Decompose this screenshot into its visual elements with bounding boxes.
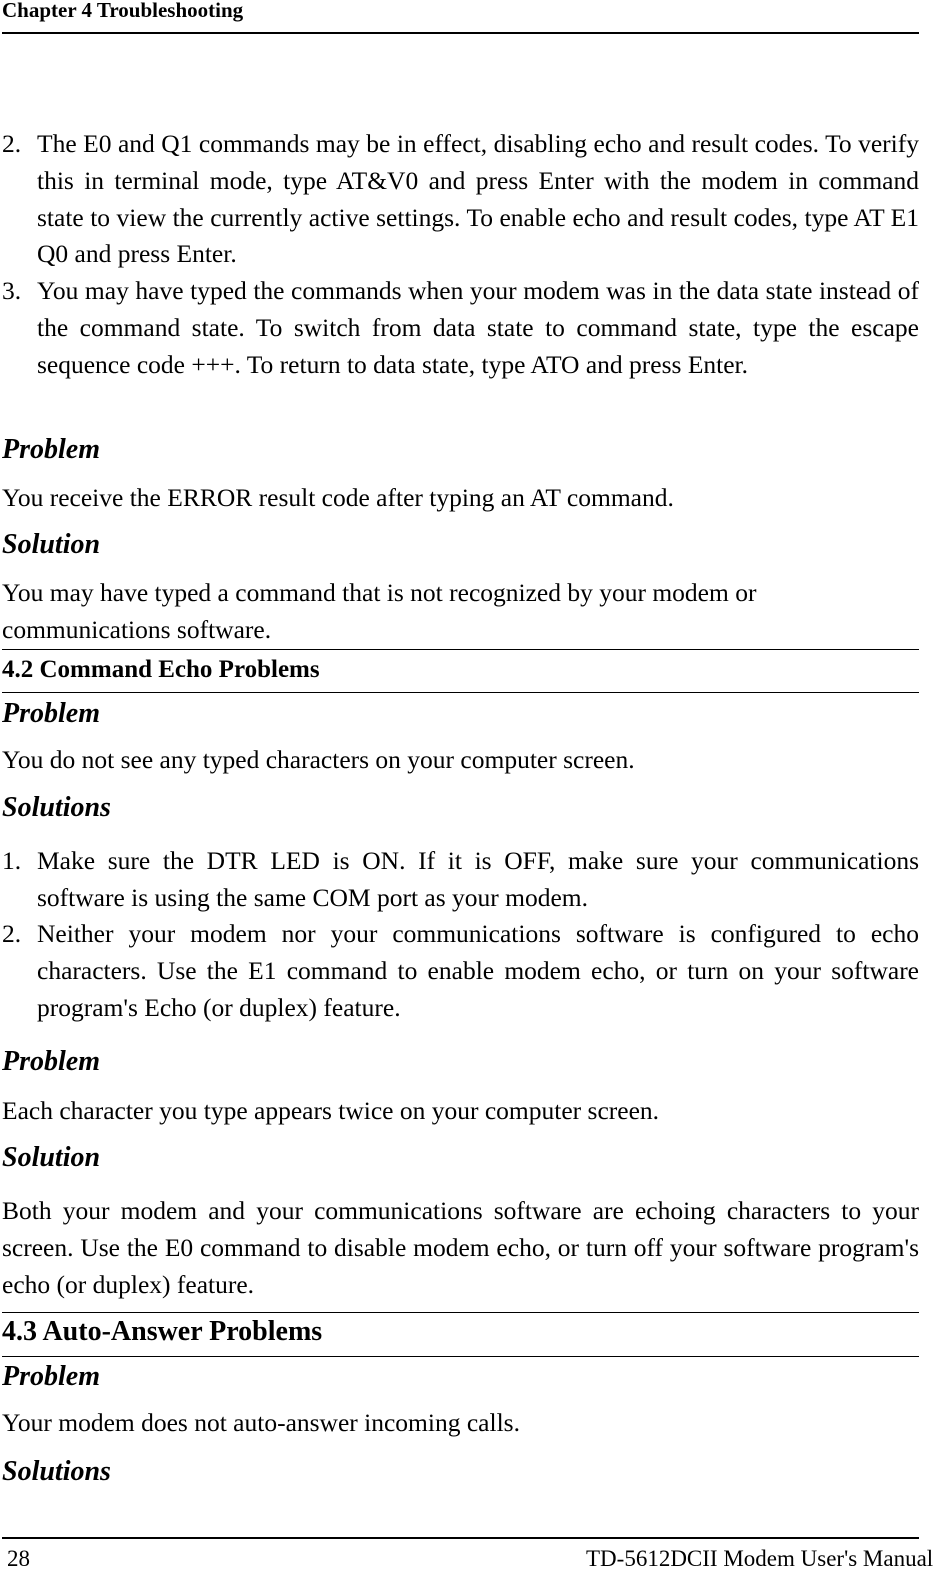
list-item-text: Neither your modem nor your communications software is configured to echo characters. Use the E1 command to enable modem echo, or turn on your software program's Echo (or duplex) feature. bbox=[37, 919, 919, 1022]
problem-text: You receive the ERROR result code after typing an AT command. bbox=[2, 483, 674, 512]
manual-title: TD-5612DCII Modem User's Manual bbox=[586, 1546, 934, 1571]
problem-heading: Problem bbox=[2, 434, 100, 465]
list-item-text: Make sure the DTR LED is ON. If it is OFF, make sure your communications software is using the same COM port as your modem. bbox=[37, 846, 919, 912]
list-item-number: 2. bbox=[2, 129, 22, 158]
section-title: 4.2 Command Echo Problems bbox=[2, 656, 320, 683]
section-rule-top bbox=[2, 1312, 919, 1313]
running-header-title: Chapter 4 Troubleshooting bbox=[2, 0, 244, 22]
list-item-number: 3. bbox=[2, 276, 22, 305]
problem-heading: Problem bbox=[2, 1046, 100, 1077]
list-item-number: 1. bbox=[2, 846, 22, 875]
problem-heading: Problem bbox=[2, 698, 100, 729]
list-item-number: 2. bbox=[2, 919, 22, 948]
section-rule-top bbox=[2, 649, 919, 650]
problem-text: You do not see any typed characters on your computer screen. bbox=[2, 745, 635, 774]
list-item bbox=[2, 843, 919, 917]
list-item-text: The E0 and Q1 commands may be in effect, disabling echo and result codes. To verify this in terminal mode, type AT&V0 and press Enter with the modem in command state to view the currently active settings. To enable echo and result codes, type AT E1 Q0 and press Enter. bbox=[37, 129, 919, 269]
header-rule bbox=[2, 32, 919, 34]
section-rule-bottom bbox=[2, 692, 919, 693]
solution-text: Both your modem and your communications software are echoing characters to your screen. Use the E0 command to disable modem echo, or turn off your software program's echo (or duplex) feature. bbox=[2, 1196, 919, 1299]
problem-heading: Problem bbox=[2, 1361, 100, 1392]
solution-heading: Solution bbox=[2, 1142, 101, 1173]
list-item bbox=[2, 273, 919, 383]
list-item bbox=[2, 916, 919, 1026]
problem-text: Each character you type appears twice on your computer screen. bbox=[2, 1096, 660, 1125]
list-item-text: You may have typed the commands when your modem was in the data state instead of the command state. To switch from data state to command state, type the escape sequence code +++. To return to data state, type ATO and press Enter. bbox=[37, 276, 919, 379]
problem-text: Your modem does not auto-answer incoming calls. bbox=[2, 1408, 520, 1437]
footer-rule bbox=[2, 1537, 919, 1539]
solution-text: You may have typed a command that is not recognized by your modem or communications software. bbox=[2, 578, 757, 644]
solutions-heading: Solutions bbox=[2, 792, 111, 823]
list-item bbox=[2, 126, 919, 273]
page-number: 28 bbox=[7, 1546, 30, 1571]
section-rule-bottom bbox=[2, 1356, 919, 1357]
section-title: 4.3 Auto-Answer Problems bbox=[2, 1316, 323, 1347]
solution-heading: Solution bbox=[2, 529, 101, 560]
solutions-heading: Solutions bbox=[2, 1456, 111, 1487]
